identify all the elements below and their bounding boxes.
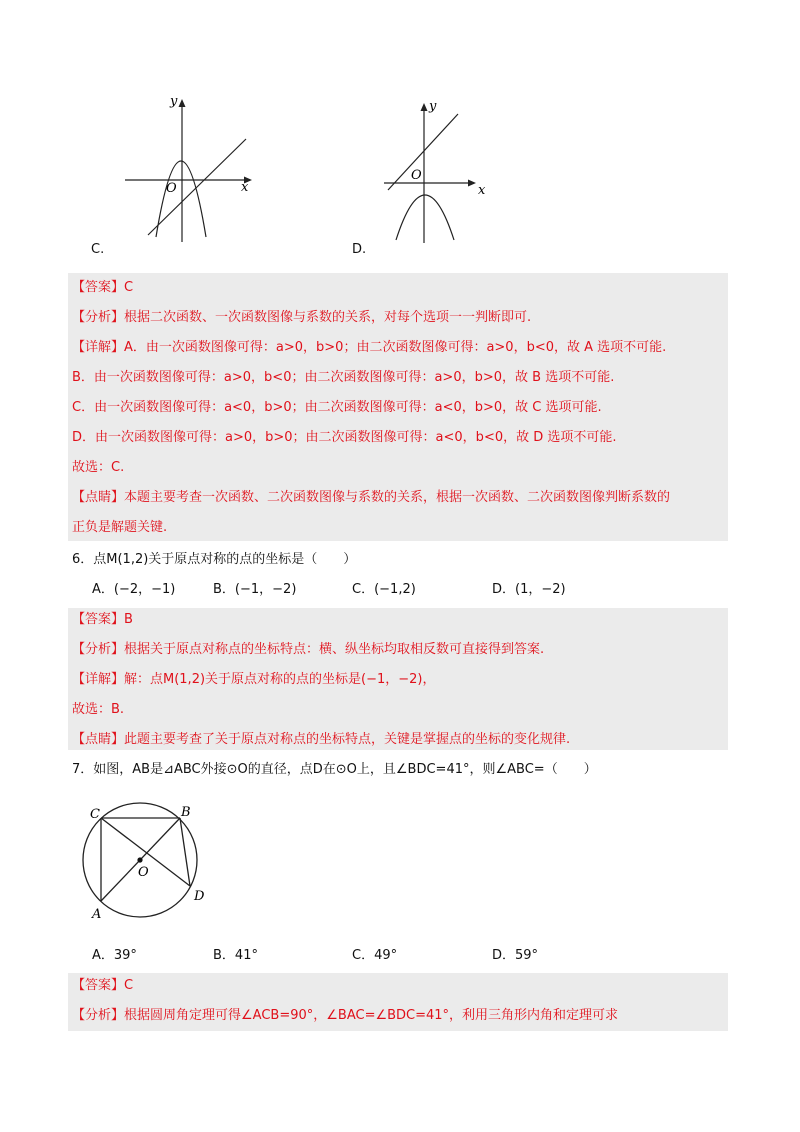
graph-d-origin-label: O	[411, 168, 422, 183]
q5-comment-line2: 正负是解题关键.	[72, 520, 168, 535]
q5-detail-a: 【详解】A．由一次函数图像可得：a>0，b>0；由二次函数图像可得：a>0，b<0，故 A 选项不可能.	[72, 340, 667, 355]
q7-option-b: B．41°	[213, 948, 258, 963]
q7-label-d: D	[194, 889, 205, 904]
q6-choose: 故选：B.	[72, 702, 125, 717]
q5-detail-c: C．由一次函数图像可得：a<0，b>0；由二次函数图像可得：a<0，b>0，故 C 选项可能.	[72, 400, 602, 415]
q7-circle-figure	[78, 798, 218, 928]
q7-label-c: C	[90, 807, 100, 822]
graph-c-option-label: C.	[91, 242, 105, 257]
graph-d-x-label: x	[478, 183, 486, 198]
q6-comment: 【点睛】此题主要考查了关于原点对称点的坐标特点，关键是掌握点的坐标的变化规律.	[72, 732, 571, 747]
q6-option-b: B．(−1，−2)	[213, 582, 297, 597]
q6-answer: 【答案】B	[72, 612, 133, 627]
q5-choose: 故选：C.	[72, 460, 125, 475]
q6-option-a: A．(−2，−1)	[92, 582, 176, 597]
graph-d-y-label: y	[429, 99, 437, 114]
q5-answer: 【答案】C	[72, 280, 134, 295]
q6-detail: 【详解】解：点M(1,2)关于原点对称的点的坐标是(−1，−2)，	[72, 672, 436, 687]
q6-stem: 6．点M(1,2)关于原点对称的点的坐标是（ ）	[72, 552, 357, 567]
q7-analysis: 【分析】根据圆周角定理可得∠ACB=90°，∠BAC=∠BDC=41°，利用三角形内角和定理可求	[72, 1008, 619, 1023]
q6-option-c: C．(−1,2)	[352, 582, 416, 597]
graph-c-origin-label: O	[166, 181, 177, 196]
graph-d	[382, 98, 492, 246]
q7-answer: 【答案】C	[72, 978, 134, 993]
graph-d-option-label: D.	[352, 242, 367, 257]
q5-comment-line1: 【点睛】本题主要考查一次函数、二次函数图像与系数的关系，根据一次函数、二次函数图像判断系数的	[72, 490, 671, 505]
q5-detail-d: D．由一次函数图像可得：a>0，b>0；由二次函数图像可得：a<0，b<0，故 D 选项不可能.	[72, 430, 617, 445]
q7-label-b: B	[181, 805, 191, 820]
q7-stem: 7．如图，AB是⊿ABC外接⊙O的直径，点D在⊙O上，且∠BDC=41°，则∠ABC=（ ）	[72, 762, 597, 777]
q7-option-a: A．39°	[92, 948, 137, 963]
q6-option-d: D．(1，−2)	[492, 582, 566, 597]
q7-option-d: D．59°	[492, 948, 539, 963]
q5-detail-b: B．由一次函数图像可得：a>0，b<0；由二次函数图像可得：a>0，b>0，故 B 选项不可能.	[72, 370, 615, 385]
q6-analysis: 【分析】根据关于原点对称点的坐标特点：横、纵坐标均取相反数可直接得到答案.	[72, 642, 545, 657]
q7-label-a: A	[92, 907, 102, 922]
q5-analysis: 【分析】根据二次函数、一次函数图像与系数的关系，对每个选项一一判断即可.	[72, 310, 532, 325]
graph-c	[118, 95, 258, 245]
graph-c-y-label: y	[170, 95, 178, 109]
graph-c-x-label: x	[241, 180, 249, 195]
q7-option-c: C．49°	[352, 948, 398, 963]
q7-label-o: O	[138, 865, 149, 880]
